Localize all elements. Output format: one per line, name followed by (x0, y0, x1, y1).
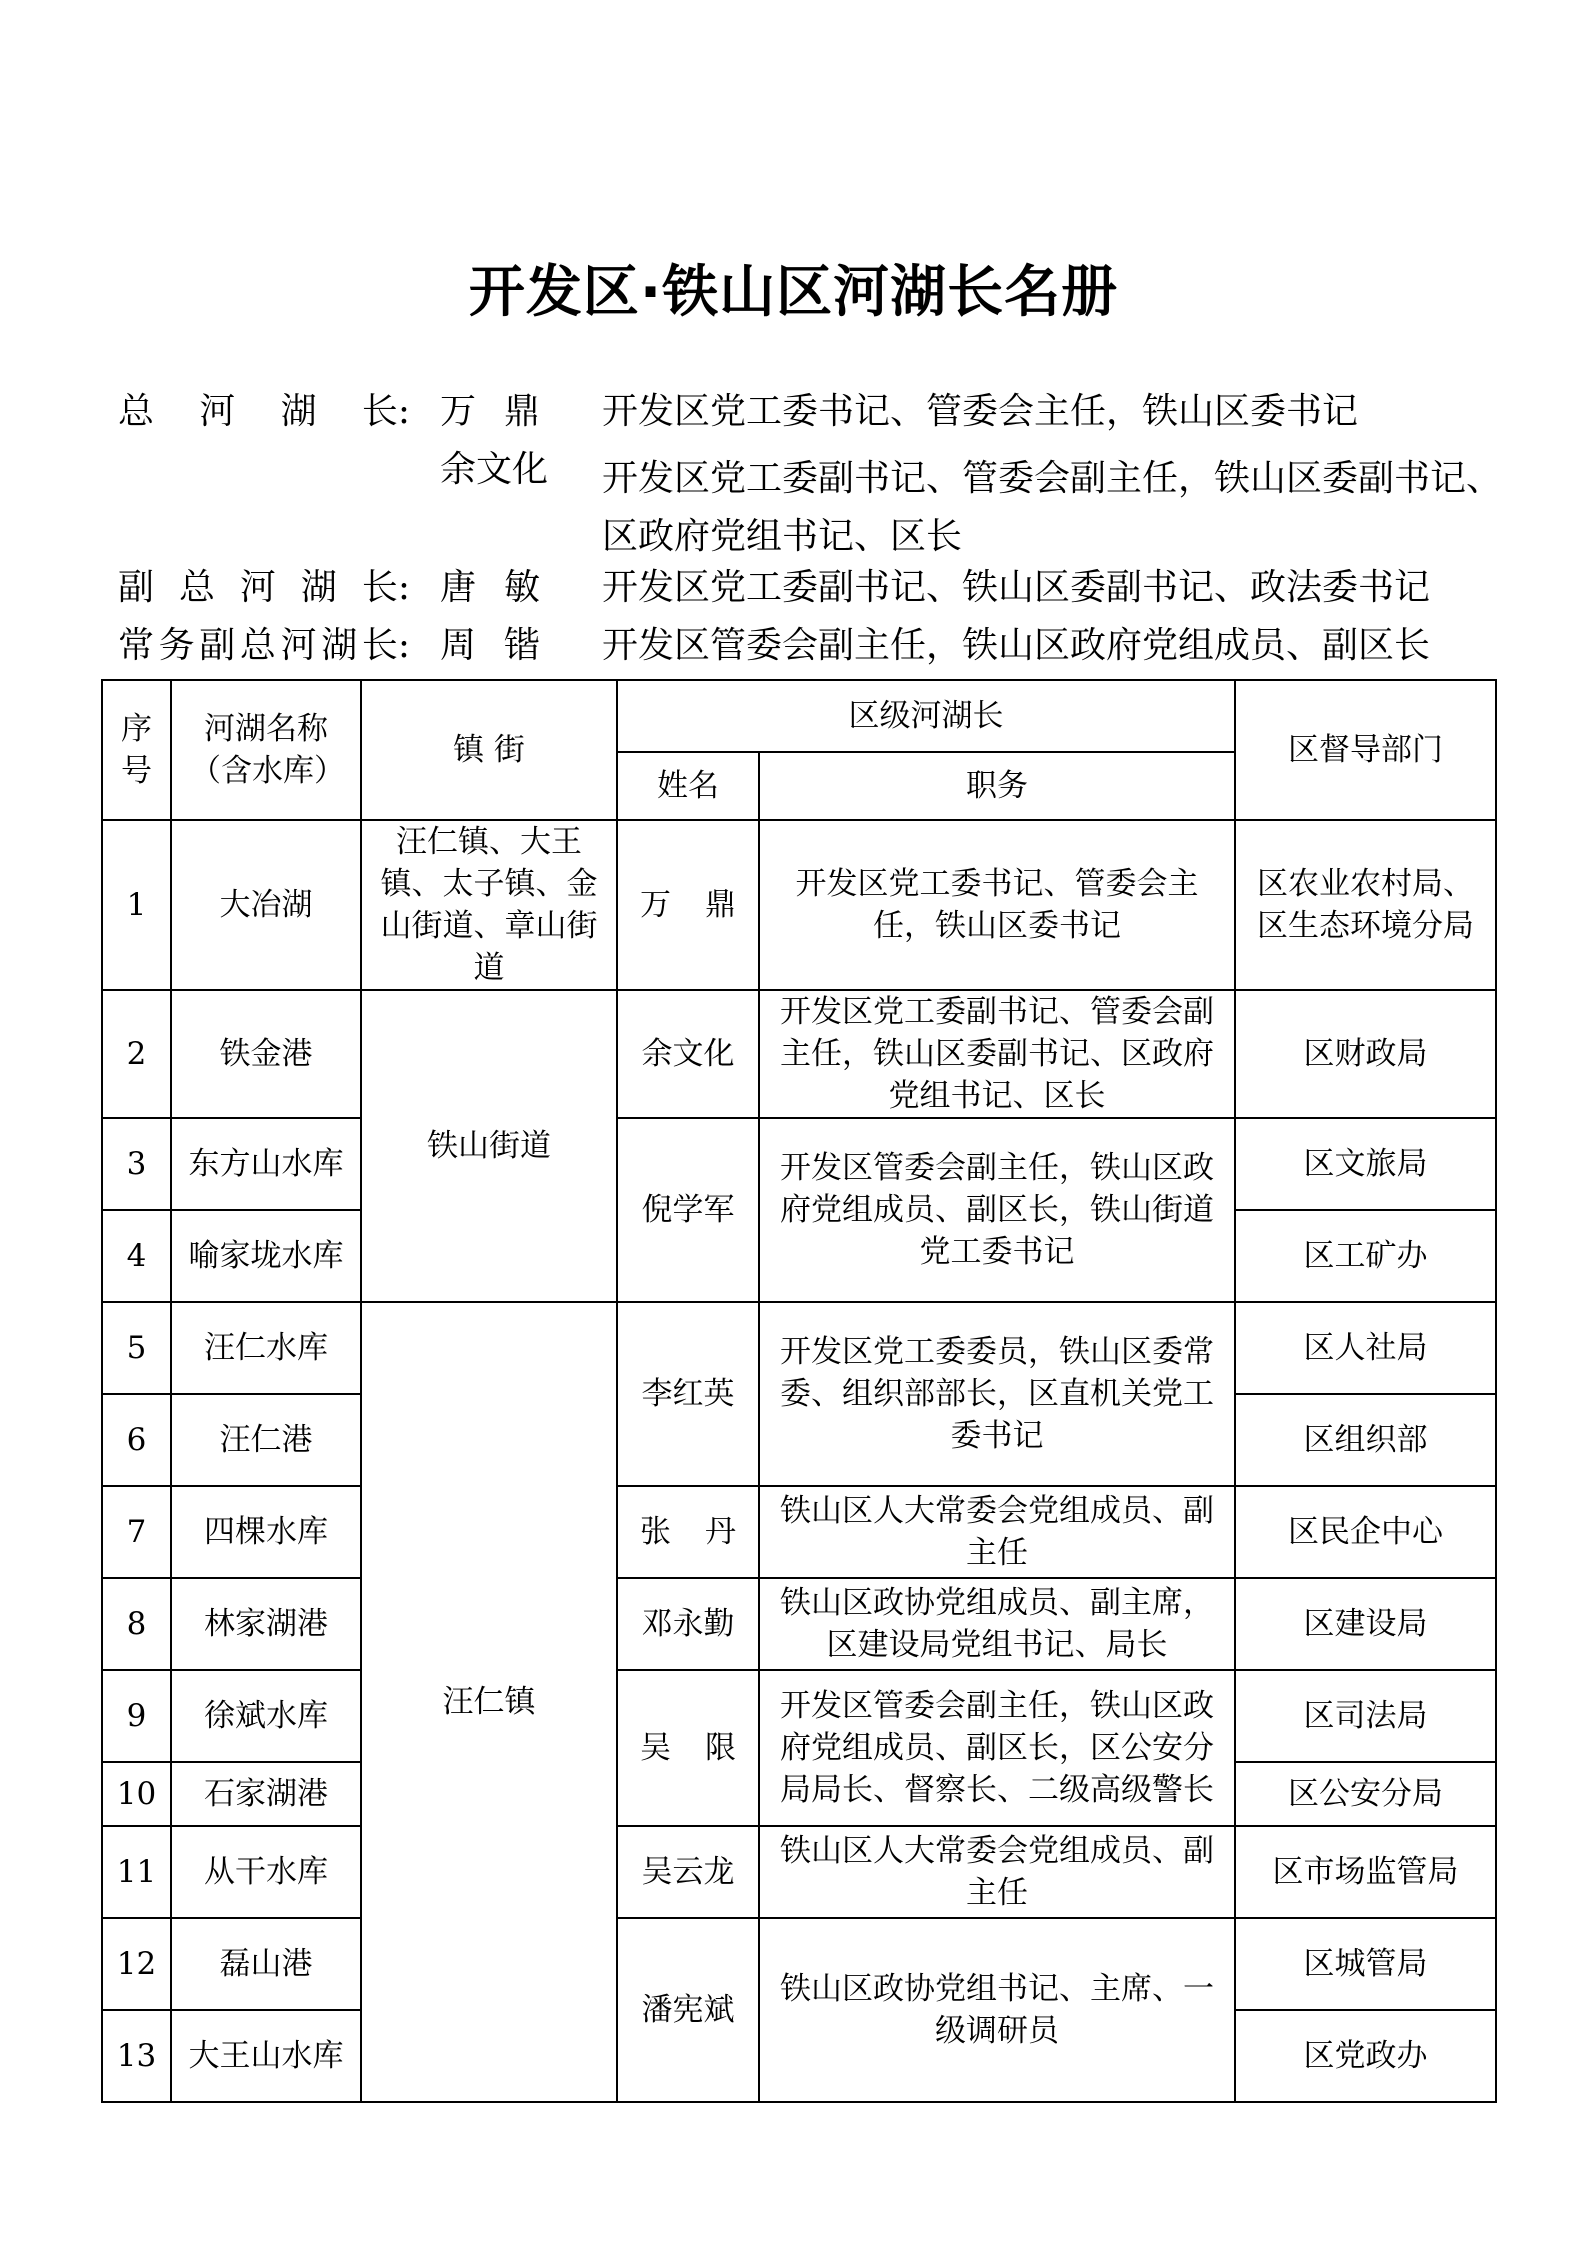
cell-river: 大冶湖 (171, 820, 361, 990)
cell-seq: 9 (102, 1670, 171, 1762)
header-dept: 区督导部门 (1235, 680, 1496, 820)
table-row (102, 1918, 1496, 2010)
cell-dept: 区城管局 (1235, 1918, 1496, 2010)
cell-dept: 区建设局 (1235, 1578, 1496, 1670)
page-title: 开发区·铁山区河湖长名册 (468, 260, 1119, 325)
table-row (102, 1578, 1496, 1670)
cell-dept: 区农业农村局、区生态环境分局 (1235, 820, 1496, 990)
cell-chief-name: 吴云龙 (617, 1826, 759, 1918)
cell-chief-name: 吴 限 (617, 1670, 759, 1826)
cell-chief-name: 余文化 (617, 990, 759, 1118)
table-row (102, 820, 1496, 990)
table-row (102, 990, 1496, 1118)
cell-town: 汪仁镇 (361, 1302, 617, 2102)
cell-chief-duty: 铁山区政协党组成员、副主席，区建设局党组书记、局长 (759, 1578, 1235, 1670)
cell-river: 东方山水库 (171, 1118, 361, 1210)
cell-seq: 8 (102, 1578, 171, 1670)
header-duty: 职务 (759, 752, 1235, 820)
leader-position: 开发区管委会副主任，铁山区政府党组成员、副区长 (602, 625, 1431, 666)
cell-seq: 6 (102, 1394, 171, 1486)
table-row (102, 1826, 1496, 1918)
cell-chief-name: 李红英 (617, 1302, 759, 1486)
cell-chief-duty: 铁山区人大常委会党组成员、副主任 (759, 1826, 1235, 1918)
cell-river: 四棵水库 (171, 1486, 361, 1578)
cell-seq: 2 (102, 990, 171, 1118)
cell-river: 从干水库 (171, 1826, 361, 1918)
leader-position: 开发区党工委副书记、管委会副主任，铁山区委副书记、区政府党组书记、区长 (602, 458, 1503, 557)
table-row (102, 1486, 1496, 1578)
cell-chief-name: 张 丹 (617, 1486, 759, 1578)
cell-dept: 区党政办 (1235, 2010, 1496, 2102)
leader-name: 唐 敏 (440, 567, 540, 608)
cell-chief-name: 倪学军 (617, 1118, 759, 1302)
cell-chief-name: 潘宪斌 (617, 1918, 759, 2102)
cell-seq: 12 (102, 1918, 171, 2010)
chief-name-7 (0, 0, 1, 1)
table-row (102, 1302, 1496, 1394)
leader-name-4 (0, 0, 1, 1)
cell-seq: 7 (102, 1486, 171, 1578)
cell-chief-duty: 开发区管委会副主任，铁山区政府党组成员、副区长，区公安分局局长、督察长、二级高级警长 (759, 1670, 1235, 1826)
table-row (102, 1670, 1496, 1762)
cell-seq: 13 (102, 2010, 171, 2102)
cell-river: 喻家垅水库 (171, 1210, 361, 1302)
cell-dept: 区公安分局 (1235, 1762, 1496, 1826)
cell-dept: 区司法局 (1235, 1670, 1496, 1762)
cell-dept: 区财政局 (1235, 990, 1496, 1118)
river-chief-table (101, 679, 1497, 2103)
cell-chief-duty: 开发区管委会副主任，铁山区政府党组成员、副区长，铁山街道党工委书记 (759, 1118, 1235, 1302)
cell-town: 汪仁镇、大王镇、太子镇、金山街道、章山街道 (361, 820, 617, 990)
cell-dept: 区民企中心 (1235, 1486, 1496, 1578)
cell-river: 徐斌水库 (171, 1670, 361, 1762)
leader-name: 万 鼎 (440, 391, 540, 432)
cell-chief-name: 万 鼎 (617, 820, 759, 990)
cell-river: 林家湖港 (171, 1578, 361, 1670)
cell-seq: 10 (102, 1762, 171, 1826)
cell-chief-duty: 铁山区政协党组书记、主席、一级调研员 (759, 1918, 1235, 2102)
cell-chief-duty: 铁山区人大常委会党组成员、副主任 (759, 1486, 1235, 1578)
leader-position: 开发区党工委书记、管委会主任，铁山区委书记 (602, 391, 1359, 432)
cell-dept: 区文旅局 (1235, 1118, 1496, 1210)
header-town: 镇 街 (361, 680, 617, 820)
cell-dept: 区人社局 (1235, 1302, 1496, 1394)
chief-name-1 (0, 0, 1, 1)
leader-name: 周 锴 (440, 625, 540, 666)
leader-name-1 (0, 0, 1, 1)
leader-position: 开发区党工委副书记、铁山区委副书记、政法委书记 (602, 567, 1431, 608)
cell-dept: 区市场监管局 (1235, 1826, 1496, 1918)
leader-role: 副 总 河 湖 长: (118, 567, 410, 608)
leader-role: 总 河 湖 长: (118, 391, 410, 432)
cell-seq: 1 (102, 820, 171, 990)
cell-seq: 5 (102, 1302, 171, 1394)
cell-dept: 区组织部 (1235, 1394, 1496, 1486)
header-name: 姓名 (617, 752, 759, 820)
cell-river: 汪仁港 (171, 1394, 361, 1486)
cell-seq: 4 (102, 1210, 171, 1302)
leader-role-1 (0, 0, 1, 1)
cell-chief-duty: 开发区党工委委员，铁山区委常委、组织部部长，区直机关党工委书记 (759, 1302, 1235, 1486)
table-header-row (102, 680, 1496, 752)
header-district-chief: 区级河湖长 (617, 680, 1235, 752)
cell-seq: 3 (102, 1118, 171, 1210)
cell-river: 汪仁水库 (171, 1302, 361, 1394)
leader-name: 余文化 (440, 449, 549, 490)
cell-chief-name: 邓永勤 (617, 1578, 759, 1670)
cell-chief-duty: 开发区党工委书记、管委会主任，铁山区委书记 (759, 820, 1235, 990)
header-river: 河湖名称（含水库） (171, 680, 361, 820)
cell-river: 大王山水库 (171, 2010, 361, 2102)
cell-river: 磊山港 (171, 1918, 361, 2010)
cell-river: 铁金港 (171, 990, 361, 1118)
cell-seq: 11 (102, 1826, 171, 1918)
header-seq: 序号 (102, 680, 171, 820)
table-row (102, 1118, 1496, 1210)
cell-dept: 区工矿办 (1235, 1210, 1496, 1302)
cell-town: 铁山街道 (361, 990, 617, 1302)
chief-name-5 (0, 0, 1, 1)
leader-role: 常 务 副 总 河 湖 长: (118, 625, 410, 666)
cell-chief-duty: 开发区党工委副书记、管委会副主任，铁山区委副书记、区政府党组书记、区长 (759, 990, 1235, 1118)
cell-river: 石家湖港 (171, 1762, 361, 1826)
leader-role-3 (0, 0, 1, 1)
leader-name-3 (0, 0, 1, 1)
